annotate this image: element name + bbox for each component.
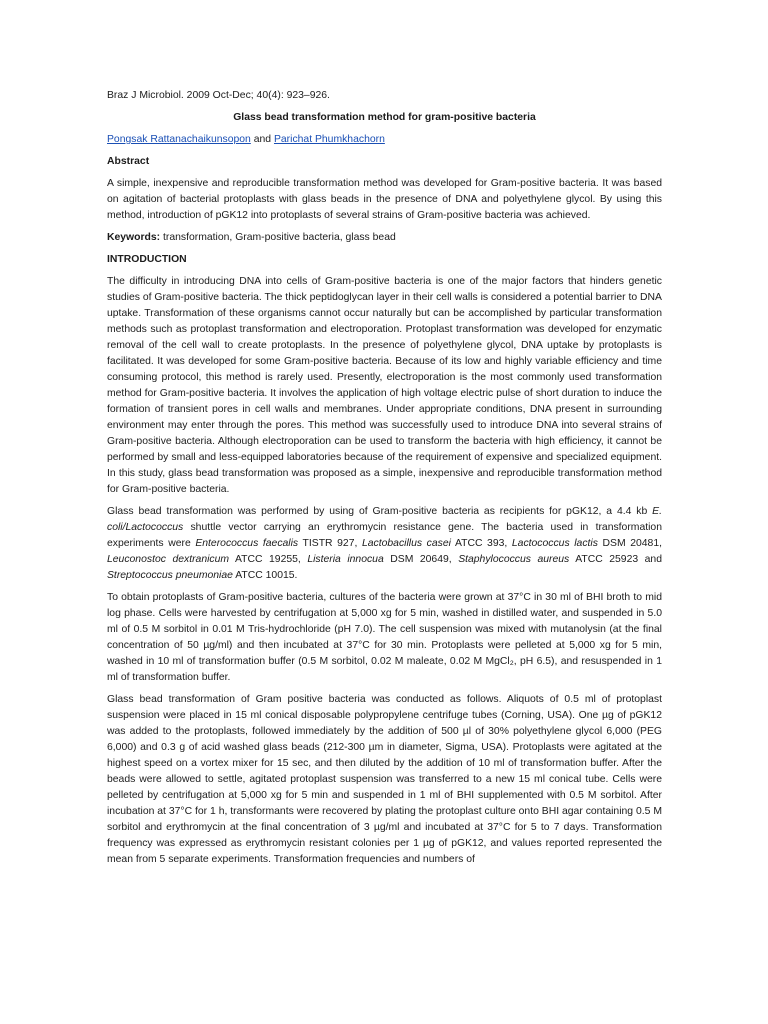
paper-title: Glass bead transformation method for gram-positive bacteria — [233, 112, 536, 123]
species-enterococcus: Enterococcus faecalis — [195, 538, 299, 549]
abstract-heading: Abstract — [107, 156, 150, 167]
p2-text-2: shuttle vector carrying an erythromycin resistance gene. The bacteria used in transformation experiments were — [107, 522, 662, 549]
author-link-rattanachaikunsopon[interactable]: Pongsak Rattanachaikunsopon — [107, 134, 251, 145]
keywords-line — [107, 230, 662, 246]
abstract-text: A simple, inexpensive and reproducible transformation method was developed for Gram-positive bacteria. It was based on agitation of bacterial protoplasts with glass beads in the presence of DNA and polyethylene glycol. By using this method, introduction of pGK12 into protoplasts of several strains of Gram-positive bacteria was achieved. — [107, 178, 662, 221]
p2-text-4: ATCC 393, — [450, 538, 512, 549]
species-streptococcus: Streptococcus pneumoniae — [107, 570, 233, 581]
p2-text-1: Glass bead transformation was performed by using of Gram-positive bacteria as recipients for pGK12, a 4.4 kb — [107, 506, 653, 517]
p2-text-6: ATCC 19255, — [229, 554, 308, 565]
paper-page — [107, 88, 662, 874]
intro-paragraph-2 — [107, 504, 662, 584]
keywords-label: Keywords: — [107, 232, 161, 243]
keywords-text: transformation, Gram-positive bacteria, glass bead — [163, 232, 396, 243]
species-listeria: Listeria innocua — [307, 554, 384, 565]
p2-text-8: ATCC 25923 and — [569, 554, 662, 565]
species-staphylococcus: Staphylococcus aureus — [458, 554, 570, 565]
p2-text-7: DSM 20649, — [383, 554, 459, 565]
p2-text-3: TISTR 927, — [298, 538, 362, 549]
author-list — [107, 132, 662, 148]
p2-text-9: ATCC 10015. — [232, 570, 298, 581]
species-leuconostoc: Leuconostoc dextranicum — [107, 554, 230, 565]
species-ecoli-lactococcus: E. coli/Lactococcus — [107, 506, 662, 533]
species-lactobacillus: Lactobacillus casei — [361, 538, 451, 549]
author-connector: and — [253, 134, 272, 145]
p2-text-5: DSM 20481, — [597, 538, 662, 549]
author-link-phumkhachorn[interactable]: Parichat Phumkhachorn — [273, 134, 385, 145]
introduction-heading: INTRODUCTION — [107, 254, 187, 265]
intro-paragraph-4: Glass bead transformation of Gram positive bacteria was conducted as follows. Aliquots of 0.5 ml of protoplast suspension were placed in 15 ml conical disposable polypropylene centrifuge tubes (Corning, USA). One µg of pGK12 was added to the protoplasts, followed immediately by the addition of 500 µl of 30% polyethylene glycol 6,000 (PEG 6,000) and 0.3 g of acid washed glass beads (212-300 µm in diameter, Sigma, USA). Protoplasts were agitated at the highest speed on a vortex mixer for 15 sec, and then diluted by the addition of 10 ml of transformation buffer. After the beads were allowed to settle, agitated protoplast suspension was transferred to a new 15 ml conical tube. Cells were pelleted by centrifugation at 5,000 xg for 5 min and suspended in 1 ml of BHI supplemented with 0.5 M sorbitol. After incubation at 37°C for 1 h, transformants were recovered by plating the protoplast culture onto BHI agar containing 0.5 M sorbitol and erythromycin at the final concentration of 3 µg/ml and incubated at 37°C for 5 to 7 days. Transformation frequency was expressed as erythromycin resistant colonies per 1 µg of pGK12, and values reported represented the mean from 5 separate experiments. Transformation frequencies and numbers of — [107, 694, 662, 865]
journal-citation: Braz J Microbiol. 2009 Oct-Dec; 40(4): 923–926. — [107, 90, 330, 101]
intro-paragraph-3: To obtain protoplasts of Gram-positive bacteria, cultures of the bacteria were grown at 37°C in 30 ml of BHI broth to mid log phase. Cells were harvested by centrifugation at 5,000 xg for 5 min, washed in distilled water, and suspended in 5.0 ml of 0.5 M sorbitol in 0.01 M Tris-hydrochloride (pH 7.0). The cell suspension was mixed with mutanolysin (at the final concentration of 50 µg/ml) and then incubated at 37°C for 30 min. Protoplasts were pelleted at 5,000 xg for 5 min, washed in 10 ml of transformation buffer (0.5 M sorbitol, 0.02 M maleate, 0.02 M MgCl₂, pH 6.5), and resuspended in 1 ml of transformation buffer. — [107, 592, 662, 683]
intro-paragraph-1: The difficulty in introducing DNA into cells of Gram-positive bacteria is one of the major factors that hinders genetic studies of Gram-positive bacteria. The thick peptidoglycan layer in their cell walls is considered a potential barrier to DNA uptake. Transformation of these organisms cannot occur naturally but can be accomplished by particular transformation methods such as protoplast transformation and electroporation. Protoplast transformation was developed for enzymatic removal of the cell wall to create protoplasts. In the presence of polyethylene glycol, DNA uptake by protoplasts is facilitated. It was developed for some Gram-positive bacteria. Because of its low and highly variable efficiency and time consuming protocol, this method is rarely used. Presently, electroporation is the most commonly used transformation method for Gram-positive bacteria. It involves the application of high voltage electric pulse of short duration to induce the formation of transient pores in cell walls and membranes. Under appropriate conditions, DNA present in surrounding environment may enter through the pores. This method was successfully used to introduce DNA into several strains of Gram-positive bacteria. Although electroporation can be used to transform the bacteria with high efficiency, it cannot be performed by small and less-equipped laboratories because of the requirement of expensive and specialized equipment. In this study, glass bead transformation was proposed as a simple, inexpensive and reproducible transformation method for Gram-positive bacteria. — [107, 276, 662, 495]
species-lactococcus: Lactococcus lactis — [511, 538, 598, 549]
